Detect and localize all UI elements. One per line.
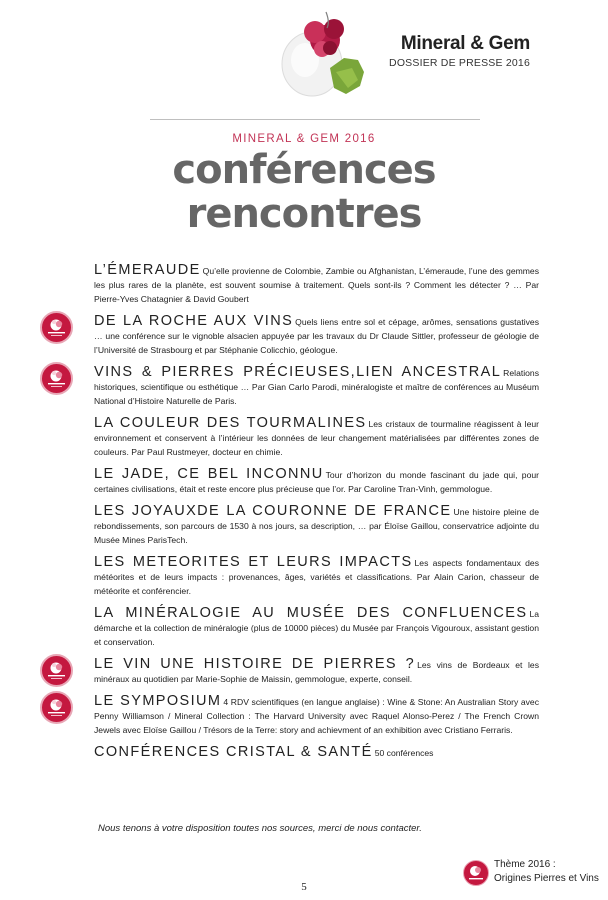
closing-note: Nous tenons à votre disposition toutes nos sources, merci de nous contacter. <box>98 823 422 834</box>
conference-title: DE LA ROCHE AUX VINS <box>94 313 294 329</box>
conference-entry <box>94 467 539 496</box>
conference-title: LE JADE, CE BEL INCONNU <box>94 466 324 482</box>
pierres-et-vins-badge-icon <box>40 691 73 724</box>
press-kit-subtitle: DOSSIER DE PRESSE 2016 <box>389 57 530 69</box>
conference-entry <box>94 314 539 357</box>
header-artwork <box>272 2 382 107</box>
conference-description: 50 conférences <box>374 748 434 758</box>
conference-title: LE SYMPOSIUM <box>94 693 222 709</box>
conference-description: Les vins de Bordeaux et les minéraux au quotidien par Marie-Sophie de Maissin, gemmologue, experte, conseil. <box>94 660 539 684</box>
conference-description: 4 RDV scientifiques (en langue anglaise) : Wine & Stone: An Australian Story avec Penny Williamson / Mineral Collection : The Harvard University avec Raquel Alonso-Perez / The French Crown Jewels avec Eloïse Gaillou / Trésors de la Terre: story and achievment of an exhibition avec Cristiano Ferraris. <box>94 697 540 735</box>
conference-title: LES METEORITES ET LEURS IMPACTS <box>94 554 413 570</box>
conference-entry <box>94 263 539 306</box>
pierres-et-vins-badge-icon <box>40 654 73 687</box>
conference-title: LE VIN UNE HISTOIRE DE PIERRES ? <box>94 656 416 672</box>
pierres-et-vins-badge-icon <box>40 362 73 395</box>
conference-entry <box>94 657 539 686</box>
event-kicker: MINERAL & GEM 2016 <box>232 133 376 145</box>
conference-entry <box>94 504 539 547</box>
page-title-line-2: rencontres <box>186 191 422 237</box>
conference-title: LES JOYAUXDE LA COURONNE DE FRANCE <box>94 503 452 519</box>
conference-title: VINS & PIERRES PRÉCIEUSES,LIEN ANCESTRAL <box>94 364 502 380</box>
brand-name: Mineral & Gem <box>400 33 530 54</box>
conference-title: LA MINÉRALOGIE AU MUSÉE DES CONFLUENCES <box>94 605 528 621</box>
conference-description: Une histoire pleine de rebondissements, son parcours de 1530 à nos jours, sa description, … par Éloïse Gaillou, conservatrice adjointe du Musée Mines ParisTech. <box>94 507 539 545</box>
conference-title: CONFÉRENCES CRISTAL & SANTÉ <box>94 744 373 760</box>
conference-description: Tour d’horizon du monde fascinant du jade qui, pour certaines civilisations, était et reste encore plus précieuse que l’or. Par Caroline Tran-Vinh, gemmologue. <box>94 470 539 494</box>
conference-description: Quels liens entre sol et cépage, arômes, sensations gustatives … une conférence sur le vignoble alsacien appuyée par les travaux du Dr Claude Sittler, professeur de géologie de l’Université de Strasbourg et par Stéphanie Colicchio, géologue. <box>94 317 539 355</box>
theme-line-1: Thème 2016 : <box>494 859 556 870</box>
conference-entry <box>94 555 539 598</box>
page-number: 5 <box>301 881 307 893</box>
conference-entry <box>94 694 539 737</box>
theme-line-2: Origines Pierres et Vins <box>494 873 599 884</box>
conference-list <box>94 263 539 768</box>
conference-description: La démarche et la collection de minéralogie (plus de 10000 pièces) du Musée par François Vigouroux, assistant gestion et conservation. <box>94 609 539 647</box>
conference-description: Relations historiques, scientifique ou esthétique … Par Gian Carlo Parodi, minéralogiste et maître de conférences au Muséum National d’Histoire Naturelle de Paris. <box>94 368 539 406</box>
conference-entry <box>94 416 539 459</box>
header-divider <box>150 119 480 120</box>
conference-entry <box>94 365 539 408</box>
conference-description: Les cristaux de tourmaline réagissent à leur environnement et conservent à l’intérieur les données de leur changement matérialisées par différentes zones de couleurs. Par Paul Rustmeyer, docteur en chimie. <box>94 419 539 457</box>
brand-block <box>389 34 530 69</box>
conference-description: Les aspects fondamentaux des météorites et de leurs impacts : provenances, âges, variétés et classifications. Par Alain Carion, chasseur de météorite et conférencier. <box>94 558 539 596</box>
conference-entry <box>94 745 539 760</box>
conference-title: L’ÉMERAUDE <box>94 262 201 278</box>
conference-title: LA COULEUR DES TOURMALINES <box>94 415 367 431</box>
conference-entry <box>94 606 539 649</box>
page-title-line-1: conférences <box>172 147 436 193</box>
pierres-et-vins-badge-icon <box>40 311 73 344</box>
conference-description: Qu’elle provienne de Colombie, Zambie ou Afghanistan, L’émeraude, l’une des gemmes les plus rares de la planète, est souvent soumise à traitement. Quels sont-ils ? Comment les détecter ? … Par Pierre-Yves Chatagnier & David Goubert <box>94 266 539 304</box>
